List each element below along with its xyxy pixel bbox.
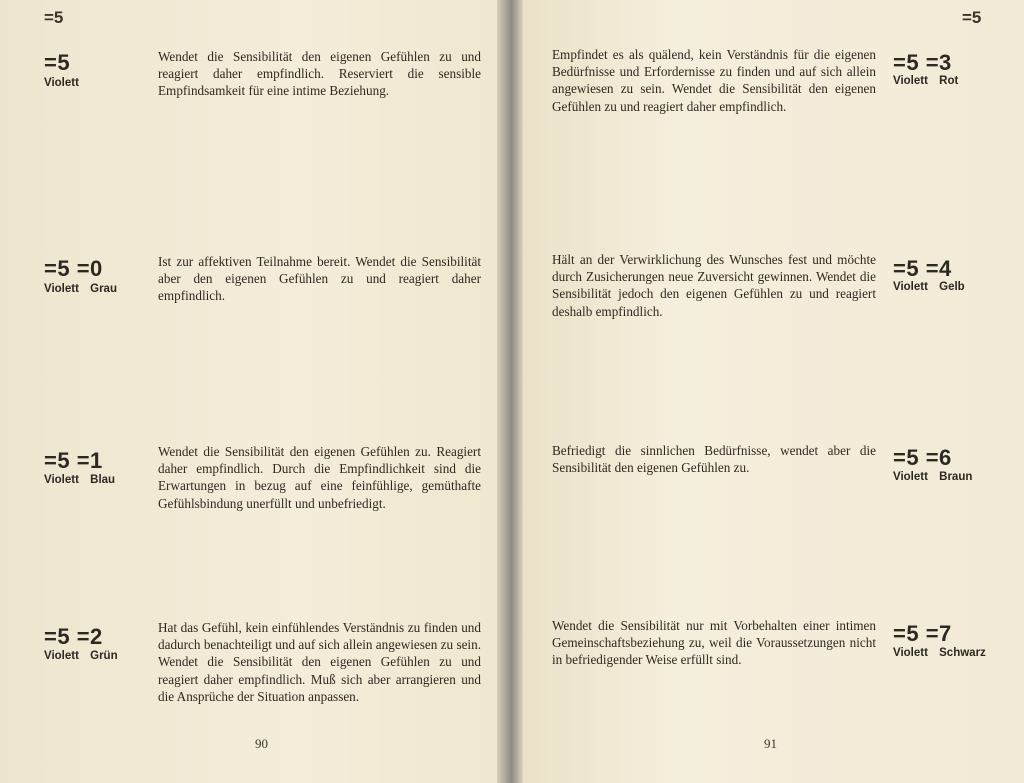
color-name: Grün — [90, 650, 118, 662]
left-page-header: =5 — [44, 8, 64, 27]
color-code: =5 =6 — [893, 445, 952, 470]
color-name: Blau — [90, 474, 116, 486]
color-code: =5 =7 — [893, 621, 952, 646]
color-names — [893, 471, 972, 483]
color-name: Violett — [44, 77, 79, 89]
color-code: =5 =0 — [44, 256, 103, 281]
color-code: =5 =1 — [44, 448, 103, 473]
entry-text: Ist zur affektiven Teilnahme bereit. Wendet die Sensibilität aber den eigenen Gefühlen zu und reagiert daher empfindlich. — [158, 254, 481, 304]
color-name: Violett — [44, 650, 79, 662]
color-name: Violett — [893, 281, 928, 293]
right-page-header: =5 — [962, 8, 982, 27]
color-names — [893, 647, 986, 659]
color-name: Braun — [939, 471, 973, 483]
color-name: Violett — [893, 75, 928, 87]
color-code: =5 =2 — [44, 624, 103, 649]
color-code: =5 =3 — [893, 50, 952, 75]
entry-text: Hat das Gefühl, kein einfühlendes Verständnis zu finden und dadurch benachteiligt und auf sich allein angewiesen zu sein. Wendet die Sensibilität den eigenen Gefühlen zu und reagiert daher empfindlich. Muß sich aber arrangieren und die Ansprüche der Situation anpassen. — [158, 620, 481, 704]
color-name: Schwarz — [939, 647, 986, 659]
color-names — [893, 75, 958, 87]
color-name: Violett — [44, 283, 79, 295]
page-number: 91 — [764, 736, 777, 751]
entry-text: Empfindet es als quälend, kein Verständnis für die eigenen Bedürfnisse und Erfordernisse zu finden und auf sich allein angewiesen zu sein. Wendet die Sensibilität den eigenen Gefühlen zu und reagiert daher empfindlich. — [552, 47, 876, 114]
color-name: Violett — [893, 647, 928, 659]
color-code: =5 — [44, 50, 71, 75]
color-names — [44, 650, 118, 662]
color-names — [44, 77, 79, 89]
book-gutter — [497, 0, 523, 783]
color-name: Rot — [939, 75, 959, 87]
entry-text: Wendet die Sensibilität den eigenen Gefühlen zu. Reagiert daher empfindlich. Durch die Empfindlichkeit sind die Erwartungen in bezug auf eine feinfühlige, gemüthafte Gefühlsbindung unerfüllt und unbefriedigt. — [158, 444, 481, 511]
entry-text: Wendet die Sensibilität den eigenen Gefühlen zu und reagiert daher empfindlich. Reserviert die sensible Empfindsamkeit für eine intime Beziehung. — [158, 49, 481, 99]
color-code: =5 =4 — [893, 256, 952, 281]
color-name: Violett — [44, 474, 79, 486]
color-name: Grau — [90, 283, 117, 295]
color-names — [893, 281, 965, 293]
entry-text: Hält an der Verwirklichung des Wunsches fest und möchte durch Zusicherungen neue Zuversicht gewinnen. Wendet die Sensibilität jedoch den eigenen Gefühlen zu und reagiert deshalb empfindlich. — [552, 252, 876, 319]
color-names — [44, 283, 124, 295]
entry-text: Befriedigt die sinnlichen Bedürfnisse, wendet aber die Sensibilität den eigenen Gefühlen zu. — [552, 443, 876, 476]
page-number: 90 — [255, 736, 268, 751]
color-name: Violett — [893, 471, 928, 483]
entry-text: Wendet die Sensibilität nur mit Vorbehalten einer intimen Gemeinschaftsbeziehung zu, weil die Voraussetzungen nicht in befriedigender Weise erfüllt sind. — [552, 618, 876, 668]
color-name: Gelb — [939, 281, 965, 293]
color-names — [44, 474, 115, 486]
